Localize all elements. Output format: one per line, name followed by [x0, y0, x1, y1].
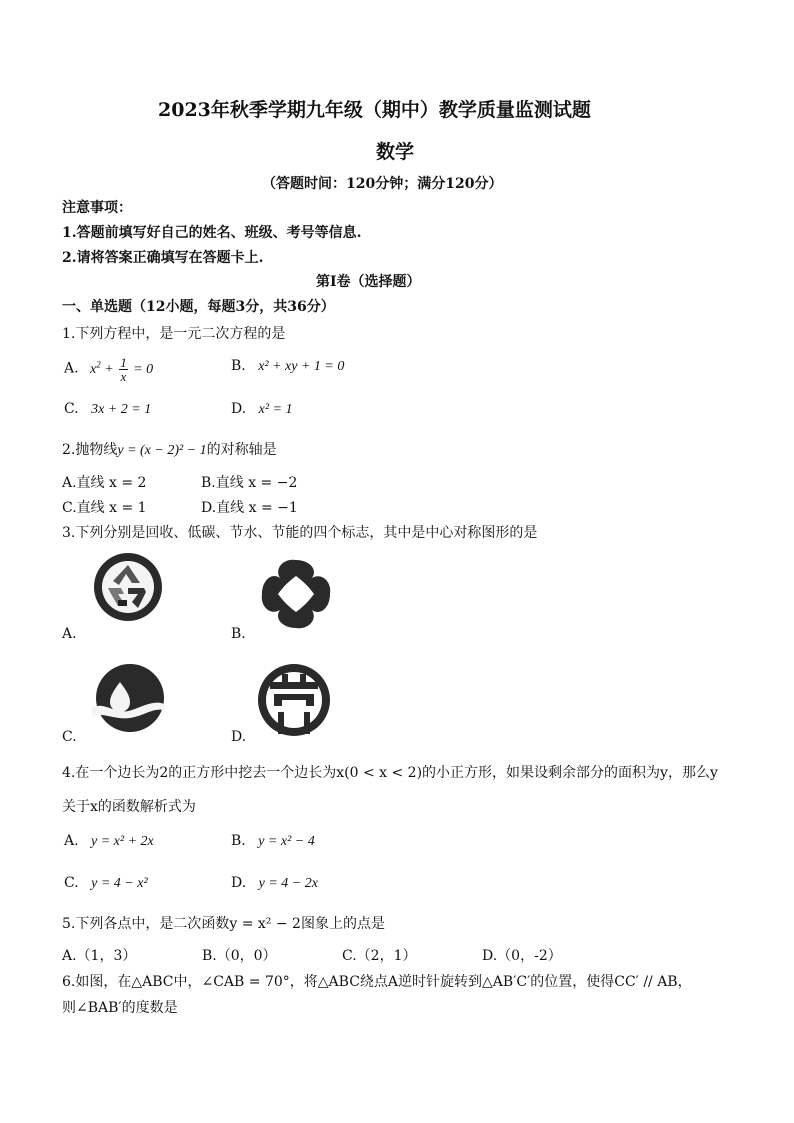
q5-option-b: B.（0，0） [202, 948, 277, 964]
q4-c-expr: y = 4 − x² [91, 876, 148, 891]
q2-stem-prefix: 2.抛物线 [62, 442, 118, 458]
q1-a-fraction: $\frac{1}{x}$ [120, 354, 127, 384]
q6-line-1: 6.如图，在△ABC中，∠CAB = 70°，将△ABC绕点A逆时针旋转到△AB′C′的位置，使得CC′ // AB， [62, 974, 692, 990]
q2-option-a: A.直线 x = 2 [62, 475, 147, 491]
q4-d-expr: y = 4 − 2x [258, 876, 318, 891]
q1-b-expr: x² + xy + 1 = 0 [258, 359, 345, 374]
q4-line-1: 4.在一个边长为2的正方形中挖去一个边长为x(0 < x < 2)的小正方形，如果设剩余部分的面积为y，那么y [62, 765, 718, 781]
q4-a-label: A. [64, 833, 79, 849]
q5-option-d: D.（0，-2） [482, 948, 562, 964]
notes-item-1: 1.答题前填写好自己的姓名、班级、考号等信息. [62, 225, 362, 241]
q1-option-a [64, 350, 153, 384]
exam-info: （答题时间：120分钟；满分120分） [262, 176, 503, 192]
exam-title: 2023年秋季学期九年级（期中）教学质量监测试题 [158, 99, 591, 121]
q5-stem: 5.下列各点中，是二次函数y = x² − 2图象上的点是 [62, 916, 385, 932]
q2-stem [62, 441, 277, 460]
q1-option-d [231, 400, 293, 419]
q3-option-d-label: D. [231, 729, 247, 745]
q1-c-label: C. [64, 401, 79, 417]
notes-item-2: 2.请将答案正确填写在答题卡上. [62, 250, 264, 266]
q1-a-label: A. [64, 360, 79, 377]
q3-stem: 3.下列分别是回收、低碳、节水、节能的四个标志，其中是中心对称图形的是 [62, 525, 538, 541]
q1-option-b [231, 357, 344, 376]
q4-a-expr: y = x² + 2x [91, 834, 154, 849]
q4-option-b [231, 832, 315, 851]
q1-d-expr: x² = 1 [258, 402, 293, 417]
energy-saving-logo [254, 660, 334, 740]
part-heading: 一、单选题（12小题，每题3分，共36分） [62, 299, 335, 315]
q4-d-label: D. [231, 875, 247, 891]
q4-b-expr: y = x² − 4 [258, 834, 315, 849]
q4-option-a [64, 832, 154, 851]
q5-option-a: A.（1，3） [62, 948, 137, 964]
q4-option-c [64, 874, 148, 893]
q1-d-label: D. [231, 401, 247, 417]
q1-b-label: B. [231, 358, 246, 374]
water-saving-logo [88, 660, 168, 736]
q4-b-label: B. [231, 833, 246, 849]
subject-title: 数学 [376, 141, 415, 163]
q1-stem: 1.下列方程中，是一元二次方程的是 [62, 326, 286, 342]
q1-a-expr: $x^2$ + $\frac{1}{x}$ = 0 [83, 354, 154, 384]
q4-option-d [231, 874, 318, 893]
q4-c-label: C. [64, 875, 79, 891]
q1-option-c [64, 400, 151, 419]
q2-stem-expr: y = (x − 2)² − 1 [117, 443, 207, 458]
q3-option-c-label: C. [62, 729, 77, 745]
q2-option-b: B.直线 x = −2 [201, 475, 298, 491]
notes-heading: 注意事项： [62, 200, 132, 216]
q2-option-c: C.直线 x = 1 [62, 500, 147, 516]
volume-heading: 第Ⅰ卷（选择题） [316, 274, 421, 290]
q2-stem-suffix: 的对称轴是 [206, 442, 277, 458]
low-carbon-logo [258, 556, 334, 632]
q6-line-2: 则∠BAB′的度数是 [62, 1000, 178, 1016]
q4-line-2: 关于x的函数解析式为 [62, 799, 196, 815]
q3-option-b-label: B. [231, 626, 246, 642]
q5-option-c: C.（2，1） [342, 948, 417, 964]
recycle-logo [88, 552, 168, 622]
q3-option-a-label: A. [62, 626, 77, 642]
q1-c-expr: 3x + 2 = 1 [91, 402, 152, 417]
q2-option-d: D.直线 x = −1 [201, 500, 298, 516]
